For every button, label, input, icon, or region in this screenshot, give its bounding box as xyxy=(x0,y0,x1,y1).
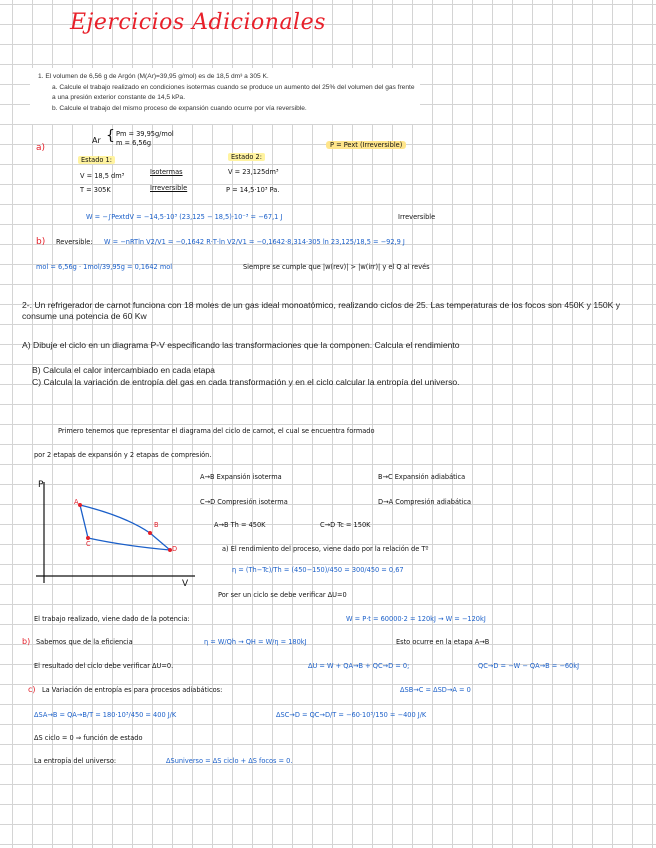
sol1-wb-prefix: Reversible: xyxy=(56,238,93,246)
problem-2c: C) Calcula la variación de entropía del gas en cada transformación y en el ciclo calcular la entropía del universo. xyxy=(32,377,460,387)
label-point-a: A xyxy=(74,498,79,506)
sol1-t1: T = 305K xyxy=(80,186,111,194)
problem-1b: b. Calcule el trabajo del mismo proceso de expansión cuando ocurre por vía reversible. xyxy=(52,105,307,112)
sol2-b-ocurre: Esto ocurre en la etapa A→B xyxy=(396,638,490,646)
sol2-ab-t: A→B Th = 450K xyxy=(214,521,266,529)
sol1-siempre: Siempre se cumple que |w(rev)| > |w(irr)| y el Q al revés xyxy=(243,263,430,271)
sol1-ar: Ar xyxy=(92,136,101,145)
sol1-pm: Pm = 39,95g/mol xyxy=(116,130,174,138)
sol1-p-formula: P = Pext (Irreversible) xyxy=(326,141,406,149)
sol1-b-label: b) xyxy=(36,237,46,247)
sol2-intro-2: por 2 etapas de expansión y 2 etapas de compresión. xyxy=(34,451,212,459)
label-point-d: D xyxy=(172,545,178,553)
sol1-m: m = 6,56g xyxy=(116,139,152,147)
problem-2b: B) Calcula el calor intercambiado en cada etapa xyxy=(32,365,215,375)
sol1-v2: V = 23,125dm³ xyxy=(228,168,279,176)
problem-1a: a. Calcule el trabajo realizado en condiciones isotermas cuando se produce un aumento del 25% del volumen del gas frente a una presión exterior constante de 14,5 kPa. xyxy=(52,84,415,101)
problem-1-card xyxy=(30,68,420,124)
sol2-ciclo: Por ser un ciclo se debe verificar ΔU=0 xyxy=(218,591,347,599)
sol2-resultado-eq2: QC→D = −W − QA→B = −60kJ xyxy=(478,662,580,670)
pv-diagram xyxy=(30,478,200,590)
sol1-wa: W = −∫PextdV = −14,5·10³ (23,125 − 18,5)·10⁻³ = −67,1 J xyxy=(86,213,283,221)
sol2-scd: ΔSC→D = QC→D/T = −60·10³/150 = −400 J/K xyxy=(276,711,427,719)
label-point-b: B xyxy=(154,521,159,529)
sol2-c-eq: ΔSB→C = ΔSD→A = 0 xyxy=(400,686,471,694)
sol1-isotermas: Isotermas xyxy=(150,168,183,176)
sol2-trabajo-intro: El trabajo realizado, viene dado de la potencia: xyxy=(34,615,190,623)
sol2-trabajo-eq: W = P·t = 60000·2 = 120kJ → W = −120kJ xyxy=(346,615,486,623)
sol2-ab: A→B Expansión isoterma xyxy=(200,473,282,481)
sol2-c-label: c) xyxy=(28,685,36,694)
sol2-c-text: La Variación de entropía es para procesos adiabáticos: xyxy=(42,686,223,694)
page-title: Ejercicios Adicionales xyxy=(70,10,326,35)
sol2-cd-t: C→D Tc = 150K xyxy=(320,521,371,529)
sol2-bc: B→C Expansión adiabática xyxy=(378,473,466,481)
sol2-sab: ΔSA→B = QA→B/T = 180·10³/450 = 400 J/K xyxy=(34,711,177,719)
problem-2a: A) Dibuje el ciclo en un diagrama P-V especificando las transformaciones que la componen. Calcula el rendimiento xyxy=(22,340,460,350)
sol1-p2: P = 14,5·10³ Pa. xyxy=(226,186,280,194)
sol1-estado2: Estado 2: xyxy=(228,153,265,161)
sol2-resultado: El resultado del ciclo debe verificar ΔU=0. xyxy=(34,662,174,670)
axis-label-v: V xyxy=(182,579,189,589)
sol2-suniverso-eq: ΔSuniverso = ΔS ciclo + ΔS focos = 0. xyxy=(166,757,293,765)
sol1-wa-tag: Irreversible xyxy=(398,213,436,221)
sol2-b-text: Sabemos que de la eficiencia xyxy=(36,638,133,646)
label-point-c: C xyxy=(86,540,91,548)
axis-label-p: P xyxy=(38,480,44,490)
sol2-cd: C→D Compresión isoterma xyxy=(200,498,288,506)
sol1-irreversible: Irreversible xyxy=(150,184,188,192)
sol2-intro-1: Primero tenemos que representar el diagrama del ciclo de carnot, el cual se encuentra formado xyxy=(58,427,375,435)
sol2-resultado-eq1: ΔU = W + QA→B + QC→D = 0; xyxy=(308,662,410,670)
sol2-rend-intro: a) El rendimiento del proceso, viene dado por la relación de Tº xyxy=(222,545,429,553)
sol2-rend-eq: η = (Th−Tc)/Th = (450−150)/450 = 300/450 = 0,67 xyxy=(232,566,404,574)
sol2-b-label: b) xyxy=(22,637,31,646)
sol1-v1: V = 18,5 dm³ xyxy=(80,172,125,180)
sol1-mol: mol = 6,56g · 1mol/39,95g = 0,1642 mol xyxy=(36,263,173,271)
problem-1-statement: 1. El volumen de 6,56 g de Argón (M(Ar)=39,95 g/mol) es de 18,5 dm³ a 305 K. xyxy=(38,73,269,80)
sol2-da: D→A Compresión adiabática xyxy=(378,498,472,506)
sol2-suniverso-label: La entropía del universo: xyxy=(34,757,117,765)
sol1-estado1: Estado 1: xyxy=(78,156,115,164)
problem-2-statement: 2-. Un refrigerador de carnot funciona con 18 moles de un gas ideal monoatómico, realizando ciclos de 25. Las temperaturas de los focos son 450K y 150K y consume una potencia de 60 Kw xyxy=(22,300,621,321)
sol2-b-eq: η = W/Qh → QH = W/η = 180kJ xyxy=(204,638,307,646)
sol1-a-label: a) xyxy=(36,143,46,153)
sol1-wb: W = −nRTln V2/V1 = −0,1642 R·T·ln V2/V1 = −0,1642·8,314·305 ln 23,125/18,5 = −92,9 J xyxy=(104,238,405,246)
point-b xyxy=(148,531,152,535)
brace-icon: { xyxy=(106,128,115,144)
sol2-sciclo: ΔS ciclo = 0 ⇒ función de estado xyxy=(34,734,143,742)
